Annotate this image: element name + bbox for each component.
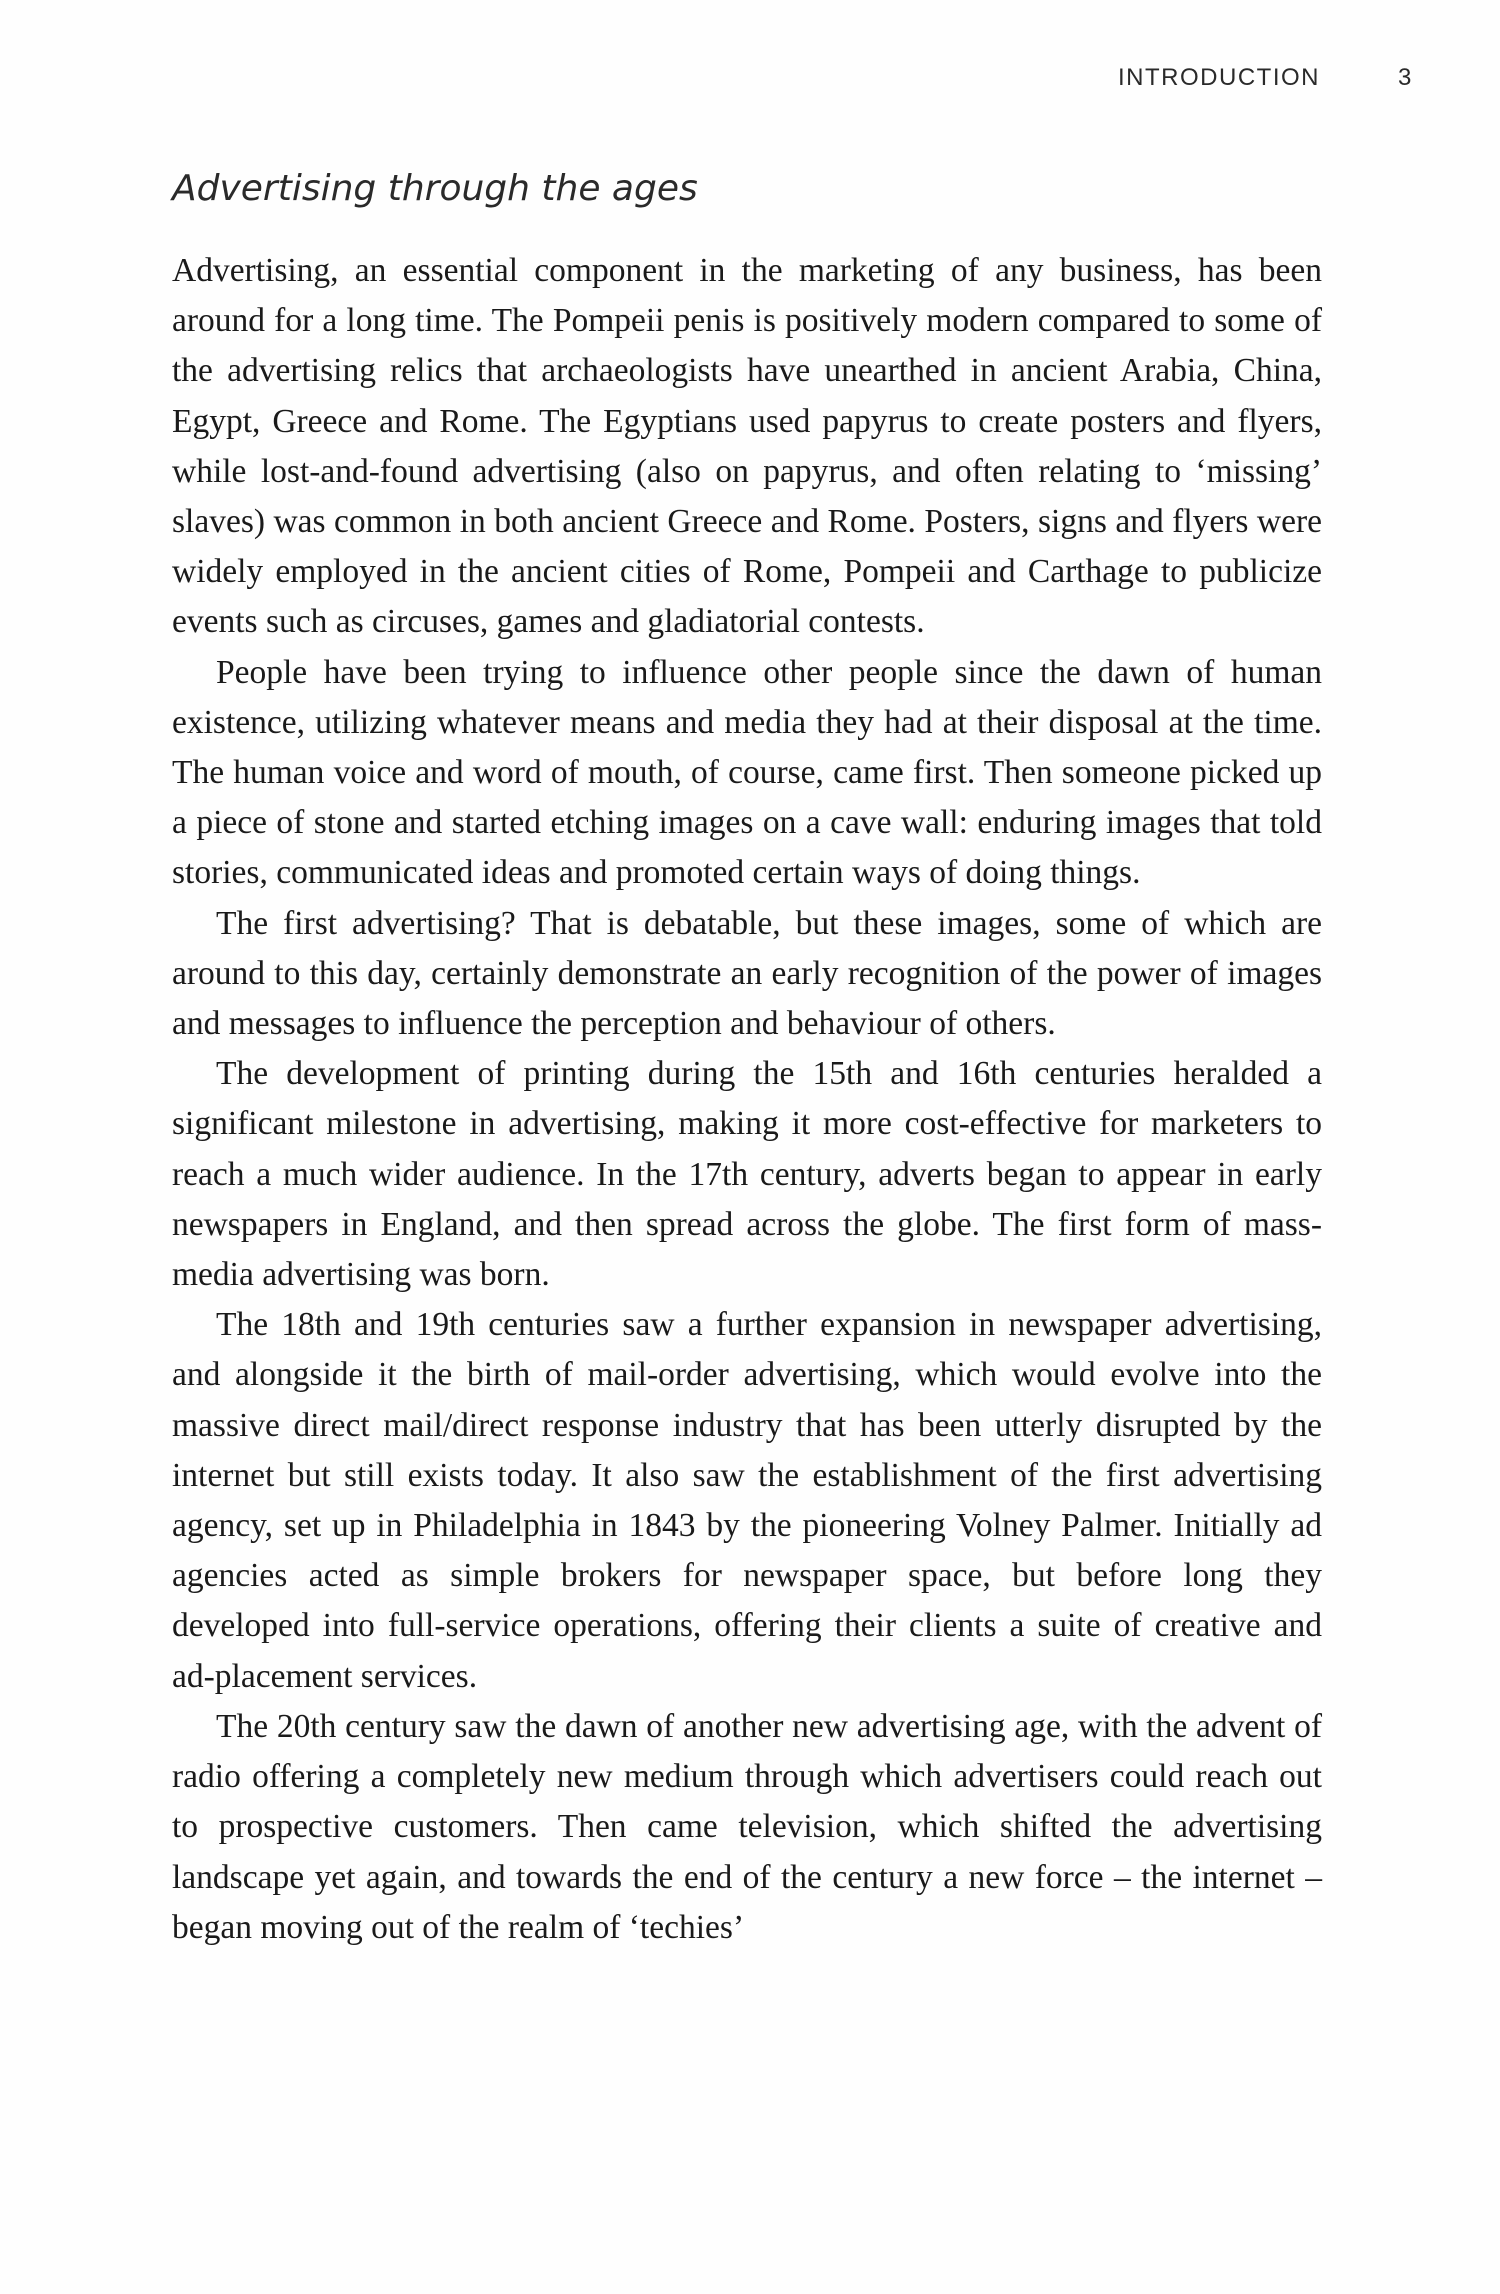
paragraph: People have been trying to influence other people since the dawn of human existence, utilizing whatever means and media they had at their disposal at the time. The human voice and word of mouth, of course, came first. Then someone picked up a piece of stone and started etching images on a cave wall: enduring images that told stories, communicated ideas and promoted certain ways of doing things. (172, 653, 1322, 892)
paragraph: The 18th and 19th centuries saw a further expansion in newspaper advertising, and alongside it the birth of mail-order advertising, which would evolve into the massive direct mail/direct response industry that has been utterly disrupted by the internet but still exists today. It also saw the establishment of the first advertising agency, set up in Philadelphia in 1843 by the pioneering Volney Palmer. Initially ad agencies acted as simple brokers for newspaper space, but before long they developed into full-service operations, offering their clients a suite of creative and ad-placement services. (172, 1306, 1322, 1695)
body-text (172, 246, 1322, 1953)
section-heading: Advertising through the ages (172, 168, 698, 209)
running-head: INTRODUCTION (1118, 64, 1320, 91)
paragraph: The 20th century saw the dawn of another new advertising age, with the advent of radio offering a completely new medium through which advertisers could reach out to prospective customers. Then came television, which shifted the advertising landscape yet again, and towards the end of the century a new force – the internet – began moving out of the realm of ‘techies’ (172, 1707, 1322, 1946)
paragraph: The development of printing during the 15th and 16th centuries heralded a significant milestone in advertising, making it more cost-effective for marketers to reach a much wider audience. In the 17th century, adverts began to appear in early newspapers in England, and then spread across the globe. The first form of mass-media advertising was born. (172, 1055, 1322, 1294)
page-number: 3 (1398, 64, 1412, 91)
paragraph: The first advertising? That is debatable, but these images, some of which are around to this day, certainly demonstrate an early recognition of the power of images and messages to influence the perception and behaviour of others. (172, 904, 1322, 1043)
paragraph: Advertising, an essential component in the marketing of any business, has been around for a long time. The Pompeii penis is positively modern compared to some of the advertising relics that archaeologists have unearthed in ancient Arabia, China, Egypt, Greece and Rome. The Egyptians used papyrus to create posters and flyers, while lost-and-found advertising (also on papyrus, and often relating to ‘missing’ slaves) was common in both ancient Greece and Rome. Posters, signs and flyers were widely employed in the ancient cities of Rome, Pompeii and Carthage to publicize events such as circuses, games and gladiatorial contests. (172, 252, 1322, 641)
